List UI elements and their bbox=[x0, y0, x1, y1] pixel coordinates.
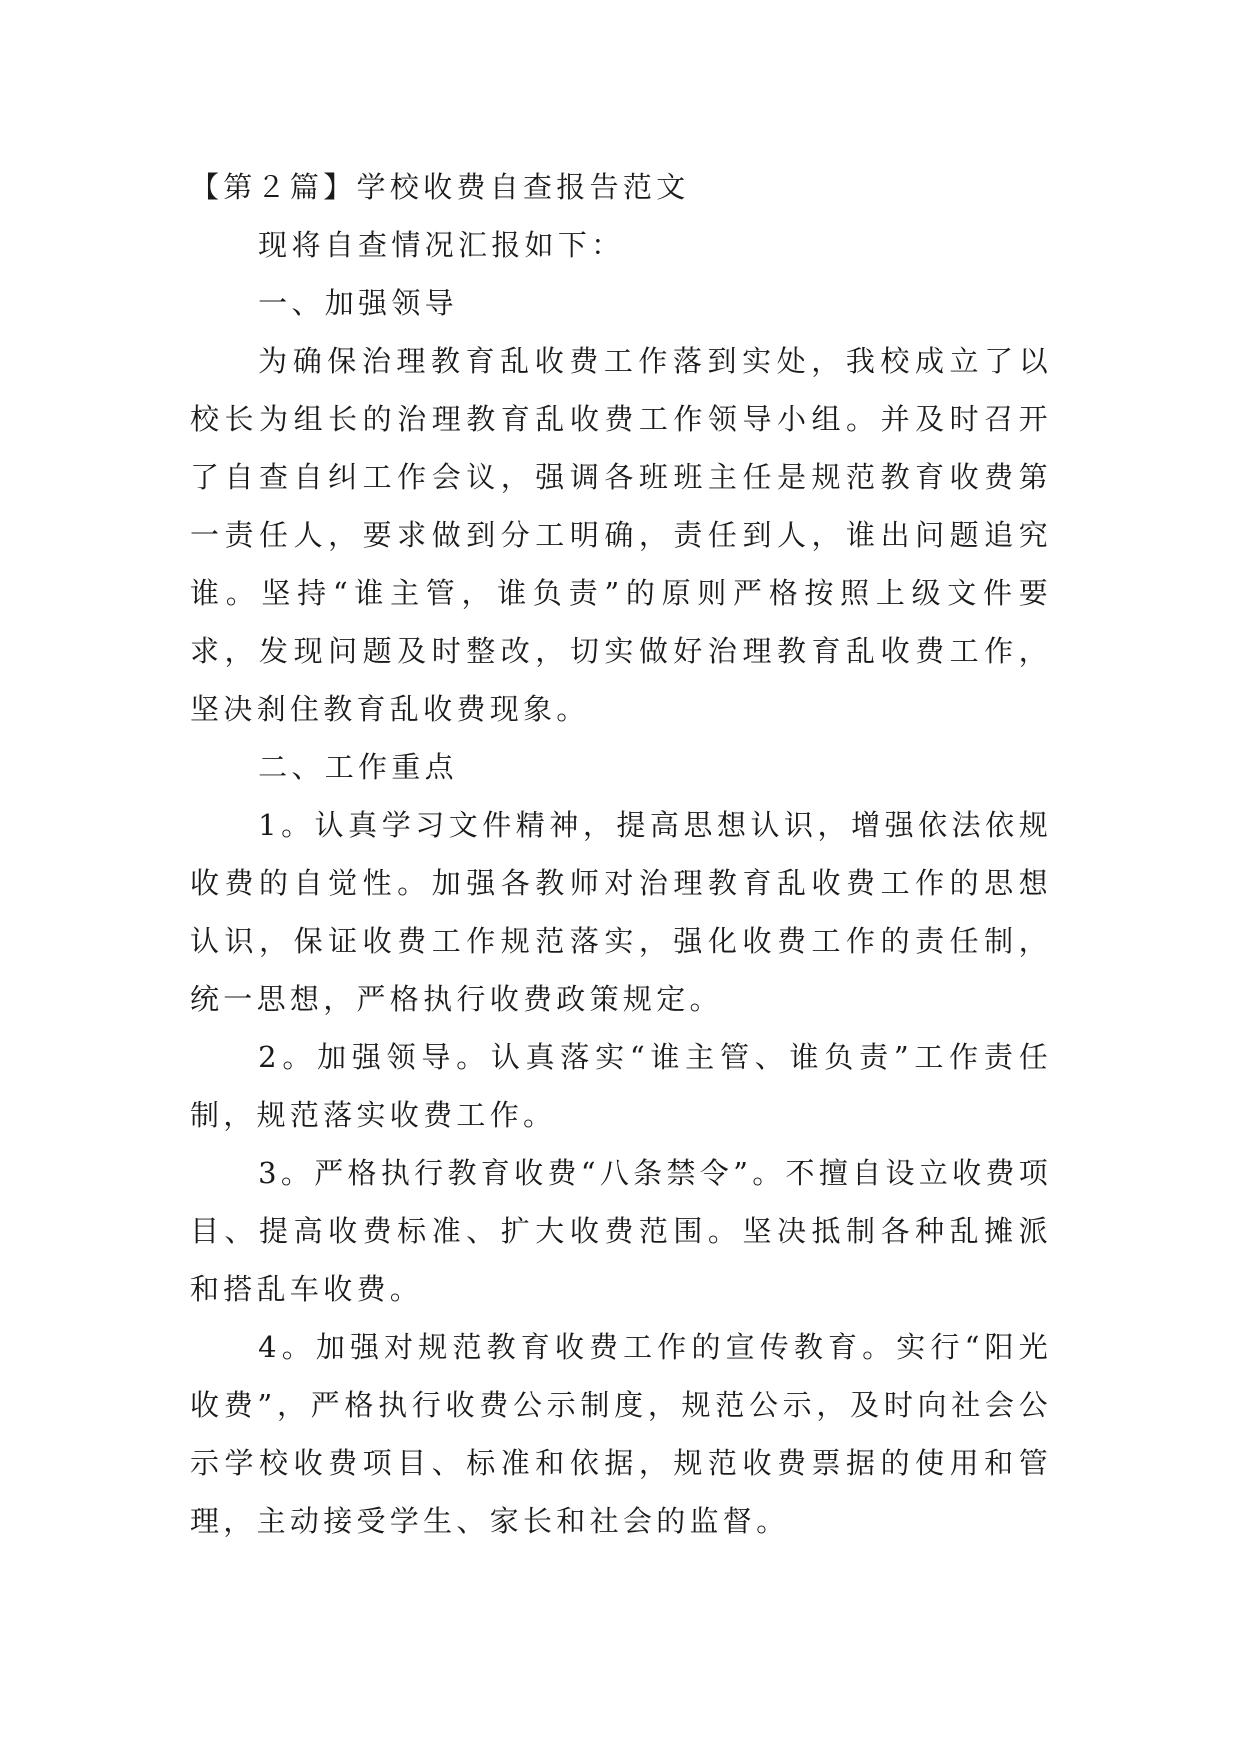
key-work-item-2: 2。加强领导。认真落实“谁主管、谁负责”工作责任制，规范落实收费工作。 bbox=[190, 1040, 1052, 1132]
key-work-item-3: 3。严格执行教育收费“八条禁令”。不擅自设立收费项目、提高收费标准、扩大收费范围。坚决抵制各种乱摊派和搭乱车收费。 bbox=[190, 1156, 1052, 1306]
section-heading-key-work: 二、工作重点 bbox=[258, 750, 458, 784]
document-body bbox=[190, 158, 1052, 1550]
section-heading-leadership: 一、加强领导 bbox=[258, 286, 458, 320]
document-title: 【第２篇】学校收费自查报告范文 bbox=[190, 170, 690, 204]
key-work-item-4: 4。加强对规范教育收费工作的宣传教育。实行“阳光收费”，严格执行收费公示制度，规范公示，及时向社会公示学校收费项目、标准和依据，规范收费票据的使用和管理，主动接受学生、家长和社会的监督。 bbox=[190, 1330, 1052, 1538]
leadership-paragraph: 为确保治理教育乱收费工作落到实处，我校成立了以校长为组长的治理教育乱收费工作领导小组。并及时召开了自查自纠工作会议，强调各班班主任是规范教育收费第一责任人，要求做到分工明确，责任到人，谁出问题追究谁。坚持“谁主管，谁负责”的原则严格按照上级文件要求，发现问题及时整改，切实做好治理教育乱收费工作，坚决刹住教育乱收费现象。 bbox=[190, 344, 1052, 726]
key-work-item-1: 1。认真学习文件精神，提高思想认识，增强依法依规收费的自觉性。加强各教师对治理教育乱收费工作的思想认识，保证收费工作规范落实，强化收费工作的责任制，统一思想，严格执行收费政策规定。 bbox=[190, 808, 1052, 1016]
intro-paragraph: 现将自查情况汇报如下： bbox=[258, 228, 625, 262]
